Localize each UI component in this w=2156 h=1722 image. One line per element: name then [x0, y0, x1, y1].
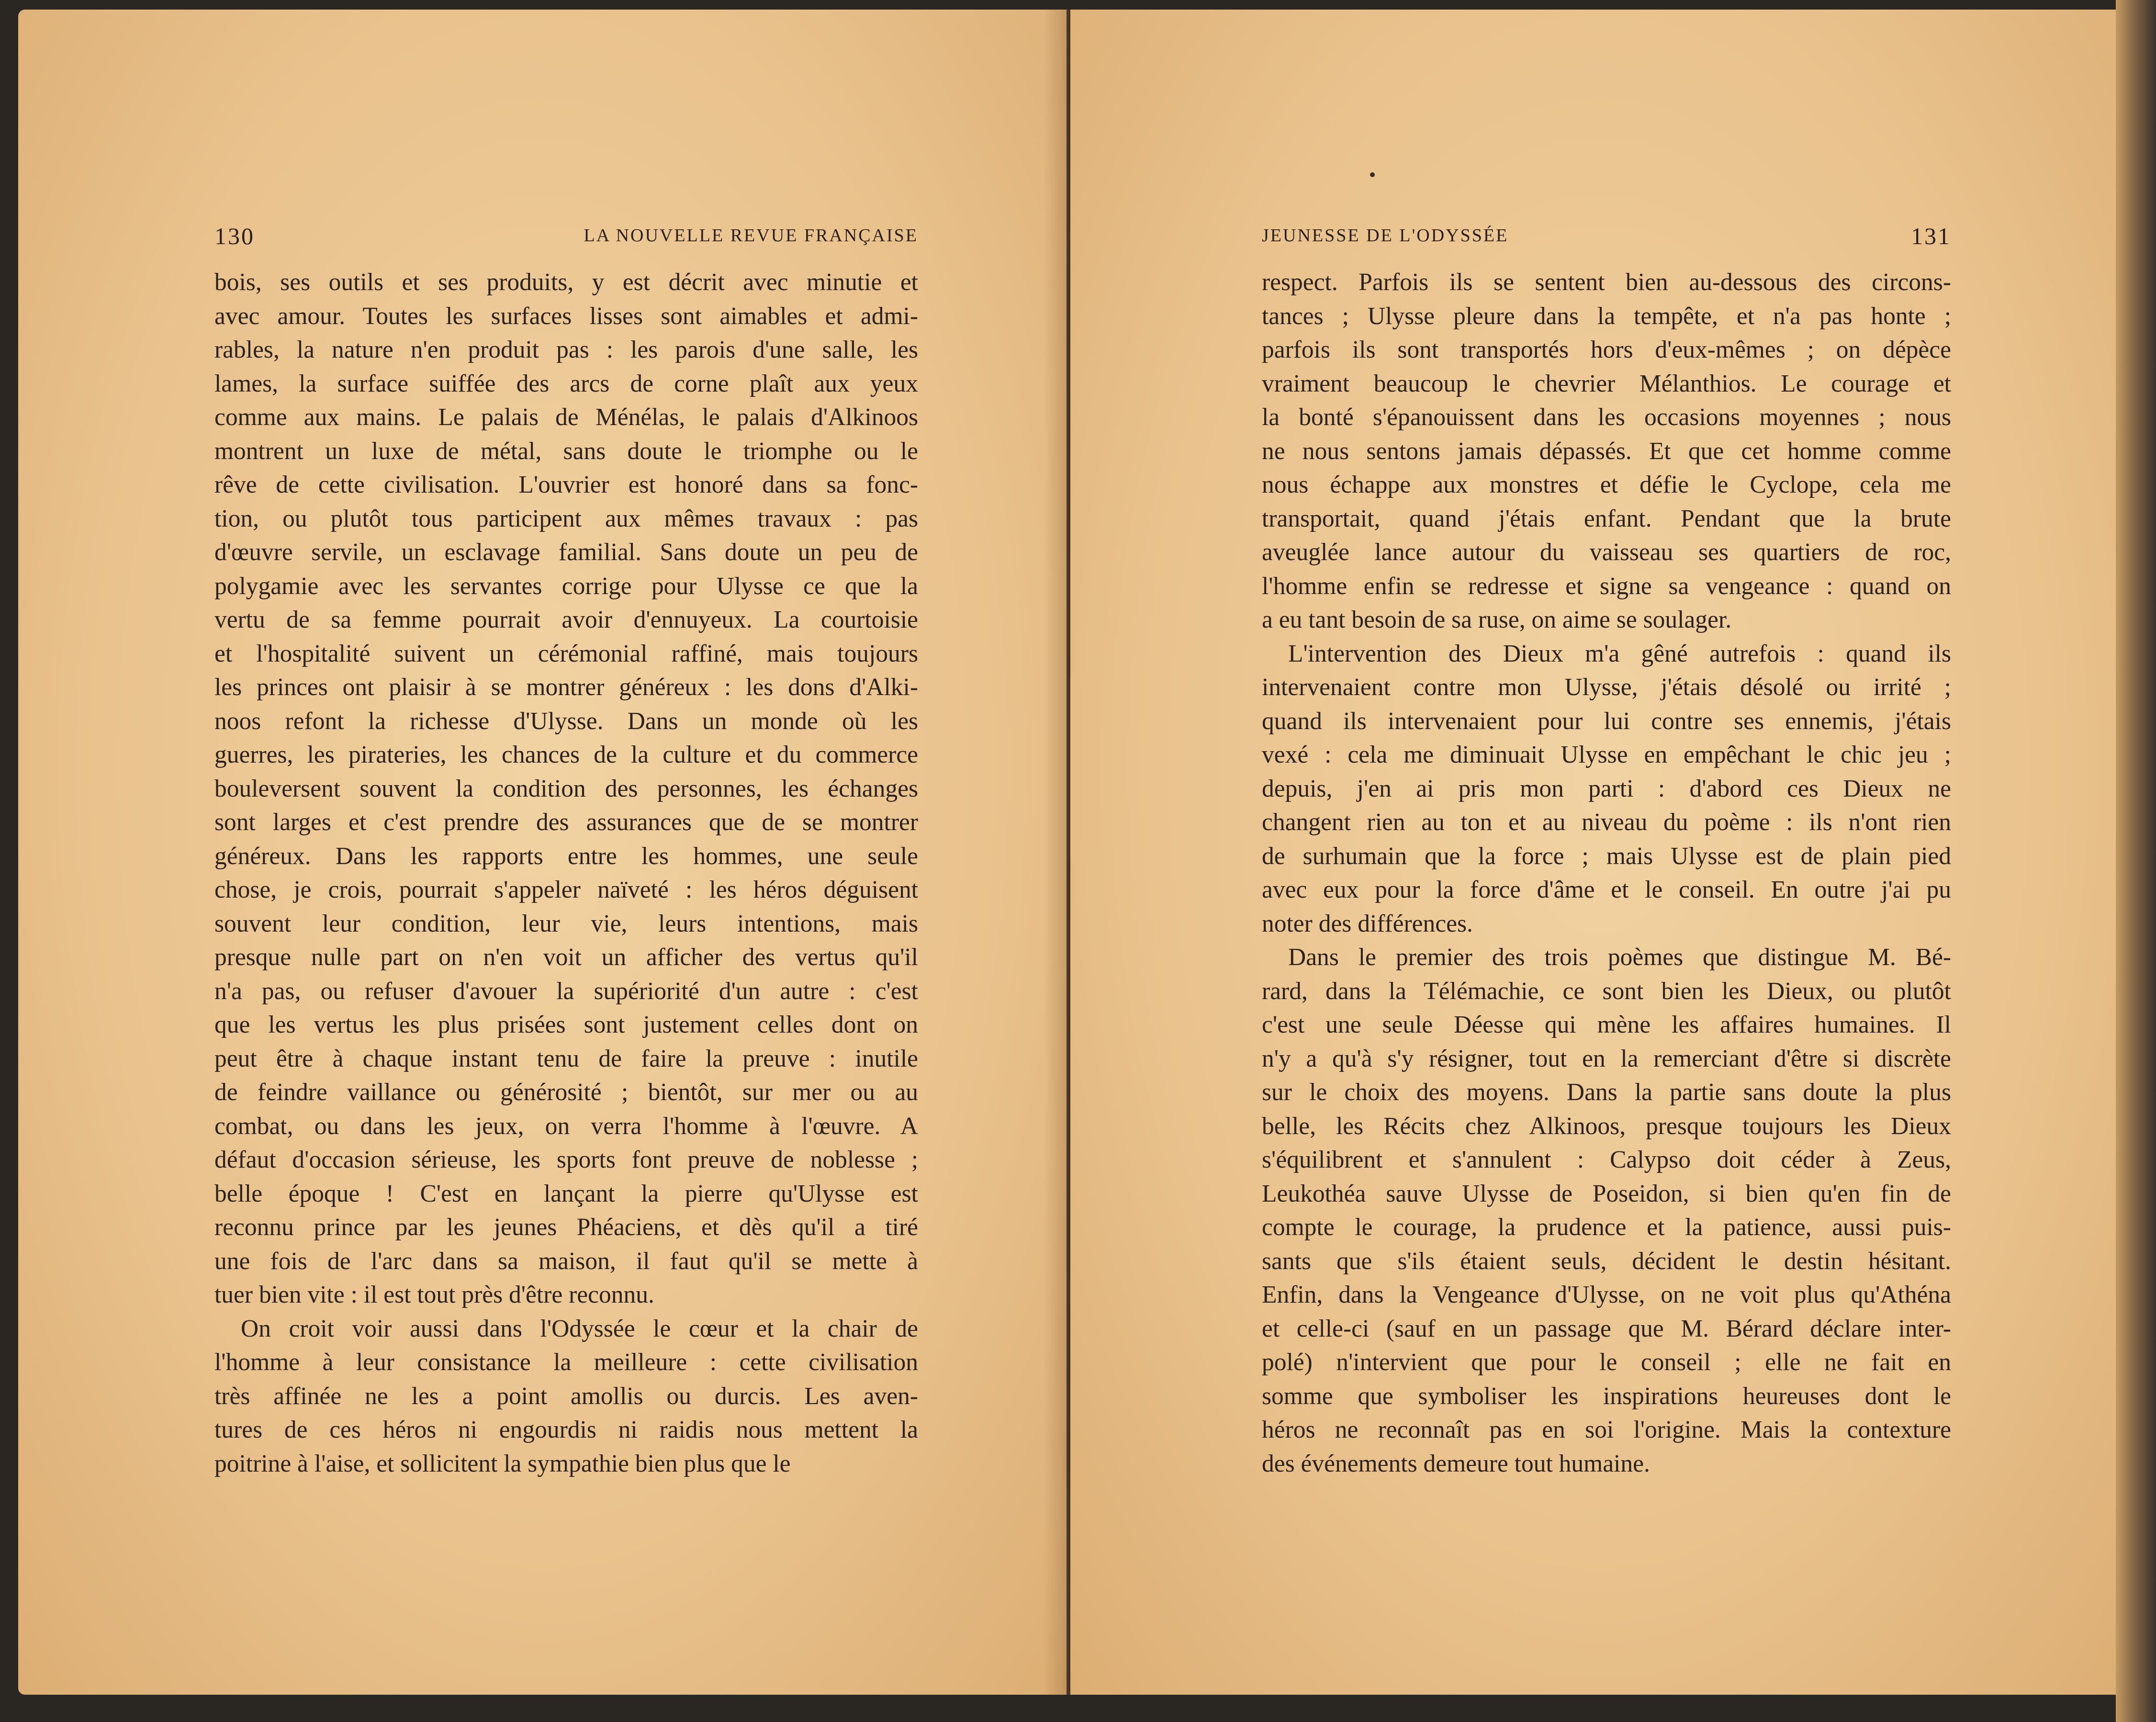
left-page-text	[214, 266, 918, 1481]
text-line: la bonté s'épanouissent dans les occasions moyennes ; nous	[1262, 404, 1951, 431]
text-line: changent rien au ton et au niveau du poème : ils n'ont rien	[1262, 809, 1951, 836]
text-line: l'homme à leur consistance la meilleure : cette civilisation	[214, 1349, 918, 1376]
text-line: rables, la nature n'en produit pas : les parois d'une salle, les	[214, 336, 918, 363]
text-line: combat, ou dans les jeux, on verra l'homme à l'œuvre. A	[214, 1112, 918, 1140]
left-page-header	[214, 225, 918, 254]
text-line: défaut d'occasion sérieuse, les sports font preuve de noblesse ;	[214, 1146, 918, 1173]
text-line: tures de ces héros ni engourdis ni raidis nous mettent la	[214, 1416, 918, 1443]
text-line: une fois de l'arc dans sa maison, il faut qu'il se mette à	[214, 1247, 918, 1275]
text-line: sont larges et c'est prendre des assurances que de se montrer	[214, 809, 918, 836]
text-line: l'homme enfin se redresse et signe sa vengeance : quand on	[1262, 572, 1951, 600]
text-line: bouleversent souvent la condition des personnes, les échanges	[214, 775, 918, 802]
text-line: avec eux pour la force d'âme et le conseil. En outre j'ai pu	[1262, 876, 1951, 903]
right-page-text	[1262, 266, 1951, 1481]
running-head: LA NOUVELLE REVUE FRANÇAISE	[584, 225, 918, 246]
text-line: respect. Parfois ils se sentent bien au-dessous des circons-	[1262, 269, 1951, 296]
text-line: très affinée ne les a point amollis ou durcis. Les aven-	[214, 1382, 918, 1410]
text-line: montrent un luxe de métal, sans doute le triomphe ou le	[214, 437, 918, 465]
text-line: que les vertus les plus prisées sont justement celles dont on	[214, 1011, 918, 1038]
text-line: compte le courage, la prudence et la patience, aussi puis-	[1262, 1214, 1951, 1241]
text-line: poitrine à l'aise, et sollicitent la sympathie bien plus que le	[214, 1450, 791, 1477]
text-line: L'intervention des Dieux m'a gêné autrefois : quand ils	[1288, 640, 1951, 667]
text-line: et celle-ci (sauf en un passage que M. Bérard déclare inter-	[1262, 1315, 1951, 1342]
text-line: quand ils intervenaient pour lui contre ses ennemis, j'étais	[1262, 707, 1951, 735]
text-line: n'a pas, ou refuser d'avouer la supériorité d'un autre : c'est	[214, 977, 918, 1005]
left-page	[18, 10, 1067, 1695]
text-line: parfois ils sont transportés hors d'eux-mêmes ; on dépèce	[1262, 336, 1951, 363]
page-edge	[2116, 0, 2156, 1722]
text-line: sants que s'ils étaient seuls, décident le destin hésitant.	[1262, 1247, 1951, 1275]
text-line: tuer bien vite : il est tout près d'être reconnu.	[214, 1281, 654, 1308]
text-line: vraiment beaucoup le chevrier Mélanthios. Le courage et	[1262, 370, 1951, 397]
text-line: héros ne reconnaît pas en soi l'origine. Mais la contexture	[1262, 1416, 1951, 1443]
text-line: belle époque ! C'est en lançant la pierre qu'Ulysse est	[214, 1180, 918, 1207]
running-head: JEUNESSE DE L'ODYSSÉE	[1262, 225, 1509, 246]
text-line: rêve de cette civilisation. L'ouvrier est honoré dans sa fonc-	[214, 471, 918, 498]
text-line: aveuglée lance autour du vaisseau ses quartiers de roc,	[1262, 539, 1951, 566]
text-line: noos refont la richesse d'Ulysse. Dans un monde où les	[214, 707, 918, 735]
paper-spot	[1370, 172, 1375, 177]
text-line: s'équilibrent et s'annulent : Calypso doit céder à Zeus,	[1262, 1146, 1951, 1173]
text-line: vexé : cela me diminuait Ulysse en empêchant le chic jeu ;	[1262, 741, 1951, 768]
text-line: ne nous sentons jamais dépassés. Et que cet homme comme	[1262, 437, 1951, 465]
text-line: bois, ses outils et ses produits, y est décrit avec minutie et	[214, 269, 918, 296]
text-line: n'y a qu'à s'y résigner, tout en la remerciant d'être si discrète	[1262, 1045, 1951, 1072]
text-line: reconnu prince par les jeunes Phéaciens, et dès qu'il a tiré	[214, 1214, 918, 1241]
text-line: vertu de sa femme pourrait avoir d'ennuyeux. La courtoisie	[214, 606, 918, 633]
text-line: On croit voir aussi dans l'Odyssée le cœur et la chair de	[241, 1315, 918, 1342]
text-line: Leukothéa sauve Ulysse de Poseidon, si bien qu'en fin de	[1262, 1180, 1951, 1207]
text-line: c'est une seule Déesse qui mène les affaires humaines. Il	[1262, 1011, 1951, 1038]
text-line: noter des différences.	[1262, 910, 1473, 937]
text-line: belle, les Récits chez Alkinoos, presque toujours les Dieux	[1262, 1112, 1951, 1140]
text-line: polé) n'intervient que pour le conseil ; elle ne fait en	[1262, 1349, 1951, 1376]
text-line: depuis, j'en ai pris mon parti : d'abord ces Dieux ne	[1262, 775, 1951, 802]
text-line: Enfin, dans la Vengeance d'Ulysse, on ne voit plus qu'Athéna	[1262, 1281, 1951, 1308]
text-line: transportait, quand j'étais enfant. Pendant que la brute	[1262, 505, 1951, 532]
text-line: de surhumain que la force ; mais Ulysse est de plain pied	[1262, 842, 1951, 870]
text-line: généreux. Dans les rapports entre les hommes, une seule	[214, 842, 918, 870]
text-line: peut être à chaque instant tenu de faire la preuve : inutile	[214, 1045, 918, 1072]
text-line: somme que symboliser les inspirations heureuses dont le	[1262, 1382, 1951, 1410]
page-number: 130	[214, 223, 255, 249]
text-line: Dans le premier des trois poèmes que distingue M. Bé-	[1288, 944, 1951, 971]
text-line: presque nulle part on n'en voit un afficher des vertus qu'il	[214, 944, 918, 971]
text-line: avec amour. Toutes les surfaces lisses sont aimables et admi-	[214, 302, 918, 330]
text-line: tances ; Ulysse pleure dans la tempête, et n'a pas honte ;	[1262, 302, 1951, 330]
text-line: souvent leur condition, leur vie, leurs intentions, mais	[214, 910, 918, 937]
text-line: des événements demeure tout humaine.	[1262, 1450, 1650, 1477]
right-page	[1070, 10, 2128, 1695]
right-page-header	[1262, 225, 1951, 254]
text-line: guerres, les pirateries, les chances de la culture et du commerce	[214, 741, 918, 768]
text-line: de feindre vaillance ou générosité ; bientôt, sur mer ou au	[214, 1079, 918, 1106]
text-line: lames, la surface suiffée des arcs de corne plaît aux yeux	[214, 370, 918, 397]
text-line: rard, dans la Télémachie, ce sont bien les Dieux, ou plutôt	[1262, 977, 1951, 1005]
text-line: nous échappe aux monstres et défie le Cyclope, cela me	[1262, 471, 1951, 498]
text-line: chose, je crois, pourrait s'appeler naïveté : les héros déguisent	[214, 876, 918, 903]
page-number: 131	[1911, 223, 1951, 249]
text-line: a eu tant besoin de sa ruse, on aime se soulager.	[1262, 606, 1732, 633]
text-line: d'œuvre servile, un esclavage familial. Sans doute un peu de	[214, 539, 918, 566]
text-line: les princes ont plaisir à se montrer généreux : les dons d'Alki-	[214, 674, 918, 701]
text-line: intervenaient contre mon Ulysse, j'étais désolé ou irrité ;	[1262, 674, 1951, 701]
text-line: polygamie avec les servantes corrige pour Ulysse ce que la	[214, 572, 918, 600]
text-line: comme aux mains. Le palais de Ménélas, le palais d'Alkinoos	[214, 404, 918, 431]
text-line: tion, ou plutôt tous participent aux mêmes travaux : pas	[214, 505, 918, 532]
text-line: et l'hospitalité suivent un cérémonial raffiné, mais toujours	[214, 640, 918, 667]
text-line: sur le choix des moyens. Dans la partie sans doute la plus	[1262, 1079, 1951, 1106]
